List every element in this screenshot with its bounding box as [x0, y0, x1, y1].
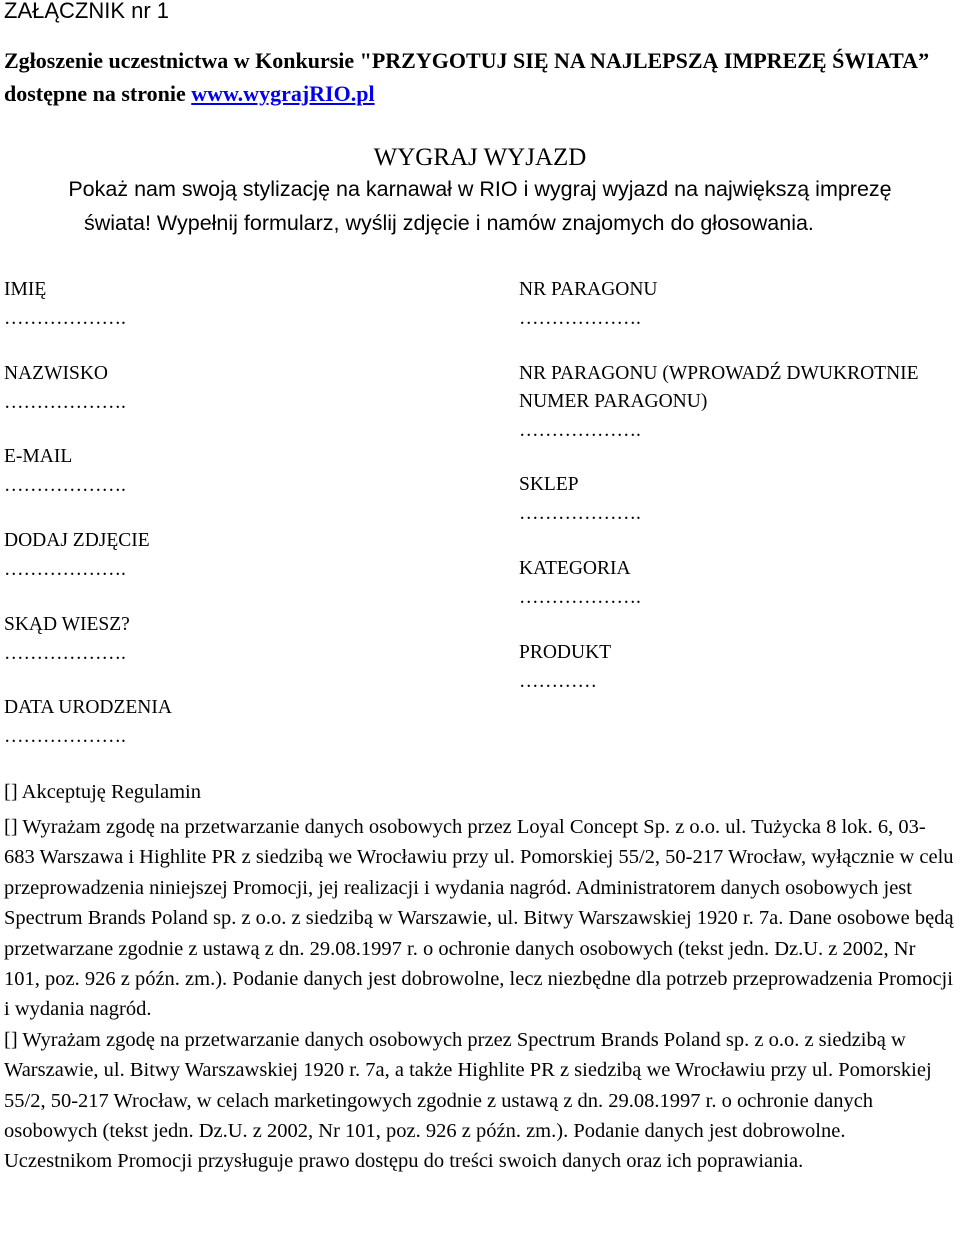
consent-section [4, 812, 956, 1177]
label-skad-wiesz: SKĄD WIESZ? [4, 614, 130, 635]
label-nr-paragonu-repeat-1: NR PARAGONU (WPROWADŹ DWUKROTNIE [519, 363, 919, 384]
field-nazwisko[interactable]: ………………. [4, 392, 126, 413]
label-nazwisko: NAZWISKO [4, 363, 108, 384]
field-data-urodzenia[interactable]: ………………. [4, 726, 126, 747]
label-data-urodzenia: DATA URODZENIA [4, 697, 172, 718]
lead-line-1: Pokaż nam swoją stylizację na karnawał w RIO i wygraj wyjazd na największą imprezę [68, 177, 892, 201]
website-link[interactable]: www.wygrajRIO.pl [191, 81, 375, 106]
field-dodaj-zdjecie[interactable]: ………………. [4, 559, 126, 580]
label-nr-paragonu: NR PARAGONU [519, 279, 658, 300]
page-title: WYGRAJ WYJAZD [373, 144, 587, 171]
checkbox-regulamin[interactable]: [] Akceptuję Regulamin [4, 781, 201, 803]
headline [4, 44, 960, 110]
checkbox-consent-marketing[interactable]: [] Wyrażam zgodę na przetwarzanie danych osobowych przez Spectrum Brands Poland sp. z o.o. z siedzibą w Warszawie, ul. Bitwy Warszawskiej 1920 r. 7a, a także Highlite PR z siedzibą we Wrocławiu przy ul. Pomorskiej 55/2, 50-217 Wrocław, w celach marketingowych zgodnie z ustawą z dn. 29.08.1997 r. o ochronie danych osobowych (tekst jedn. Dz.U. z 2002, Nr 101, poz. 926 z późn. zm.). Podanie danych jest dobrowolne. Uczestnikom Promocji przysługuje prawo dostępu do treści swoich danych oraz ich poprawiania. [4, 1028, 932, 1173]
field-imie[interactable]: ………………. [4, 308, 126, 329]
field-skad-wiesz[interactable]: ………………. [4, 643, 126, 664]
label-produkt: PRODUKT [519, 642, 612, 663]
label-dodaj-zdjecie: DODAJ ZDJĘCIE [4, 530, 150, 551]
label-imie: IMIĘ [4, 279, 47, 300]
field-nr-paragonu[interactable]: ………………. [519, 308, 641, 329]
field-nr-paragonu-repeat[interactable]: ………………. [519, 420, 641, 441]
field-email[interactable]: ………………. [4, 475, 126, 496]
lead-line-2: świata! Wypełnij formularz, wyślij zdjęcie i namów znajomych do głosowania. [84, 211, 814, 235]
headline-text: Zgłoszenie uczestnictwa w Konkursie "PRZYGOTUJ SIĘ NA NAJLEPSZĄ IMPREZĘ ŚWIATA” dostępne na stronie [4, 48, 930, 106]
checkbox-consent-loyal-concept[interactable]: [] Wyrażam zgodę na przetwarzanie danych osobowych przez Loyal Concept Sp. z o.o. ul. Tużycka 8 lok. 6, 03-683 Warszawa i Highlite PR z siedzibą we Wrocławiu przy ul. Pomorskiej 55/2, 50-217 Wrocław, wyłącznie w celu przeprowadzenia niniejszej Promocji, jej realizacji i wydania nagród. Administratorem danych osobowych jest Spectrum Brands Poland sp. z o.o. z siedzibą w Warszawie, ul. Bitwy Warszawskiej 1920 r. 7a. Dane osobowe będą przetwarzane zgodnie z ustawą z dn. 29.08.1997 r. o ochronie danych osobowych (tekst jedn. Dz.U. z 2002, Nr 101, poz. 926 z późn. zm.). Podanie danych jest dobrowolne, lecz niezbędne dla potrzeb przeprowadzenia Promocji i wydania nagród. [4, 816, 954, 1021]
label-email: E-MAIL [4, 446, 73, 467]
label-kategoria: KATEGORIA [519, 558, 631, 579]
field-produkt[interactable]: ………… [519, 671, 597, 692]
field-kategoria[interactable]: ………………. [519, 587, 641, 608]
label-nr-paragonu-repeat-2: NUMER PARAGONU) [519, 391, 708, 412]
label-sklep: SKLEP [519, 474, 579, 495]
annex-title: ZAŁĄCZNIK nr 1 [4, 0, 170, 23]
field-sklep[interactable]: ………………. [519, 503, 641, 524]
